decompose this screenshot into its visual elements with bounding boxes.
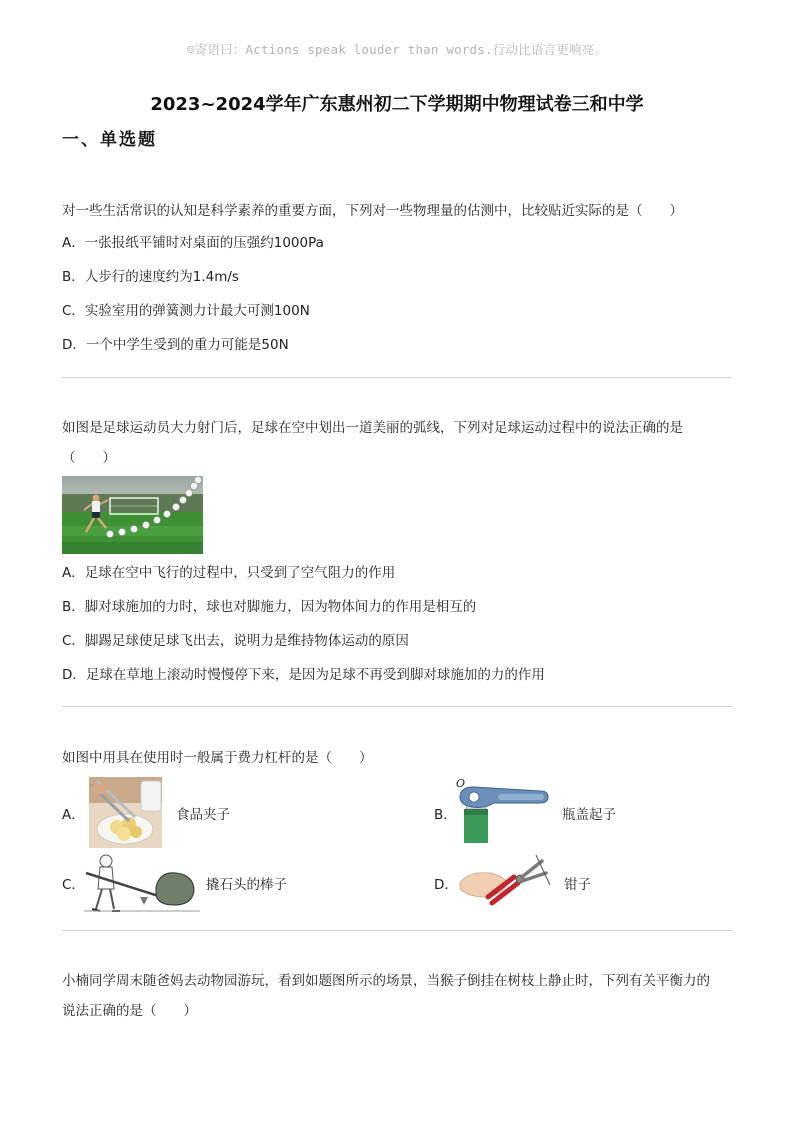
question-2-options — [62, 556, 732, 692]
question-3 — [62, 743, 732, 773]
question-1-option-d[interactable]: D．一个中学生受到的重力可能是50N — [62, 337, 289, 353]
bottle-opener-icon — [454, 779, 554, 843]
question-4 — [62, 966, 732, 1026]
option-letter: B． — [434, 807, 457, 823]
question-2-stem-line-2: （ ） — [62, 450, 116, 466]
option-label: 钳子 — [564, 877, 591, 893]
option-label: 瓶盖起子 — [562, 807, 616, 823]
question-3-option-b[interactable] — [434, 775, 734, 850]
question-2 — [62, 413, 732, 473]
divider — [62, 706, 732, 707]
question-1-option-b[interactable]: B．人步行的速度约为1.4m/s — [62, 269, 239, 285]
divider — [62, 377, 732, 378]
question-1-option-c[interactable]: C．实验室用的弹簧测力计最大可测100N — [62, 303, 310, 319]
question-3-option-d[interactable] — [434, 849, 734, 919]
question-2-option-d[interactable]: D．足球在草地上滚动时慢慢停下来，是因为足球不再受到脚对球施加的力的作用 — [62, 667, 545, 683]
pliers-icon — [458, 855, 554, 911]
question-3-option-c[interactable] — [62, 849, 362, 919]
question-2-stem-line-1: 如图是足球运动员大力射门后，足球在空中划出一道美丽的弧线，下列对足球运动过程中的说法正确的是 — [62, 420, 683, 436]
food-tongs-icon — [89, 777, 162, 848]
question-1 — [62, 196, 732, 362]
option-letter: D． — [434, 877, 458, 893]
option-letter: C． — [62, 877, 85, 893]
question-4-stem-line-2: 说法正确的是（ ） — [62, 1003, 197, 1019]
option-label: 食品夹子 — [176, 807, 230, 823]
question-2-option-a[interactable]: A．足球在空中飞行的过程中，只受到了空气阻力的作用 — [62, 565, 396, 581]
question-1-option-a[interactable]: A．一张报纸平铺时对桌面的压强约1000Pa — [62, 235, 324, 251]
question-2-option-b[interactable]: B．脚对球施加的力时，球也对脚施力，因为物体间力的作用是相互的 — [62, 599, 477, 615]
crowbar-rock-icon — [84, 851, 200, 917]
page-title: 2023~2024学年广东惠州初二下学期期中物理试卷三和中学 — [150, 94, 644, 115]
page-motto: ☺寄语曰：Actions speak louder than words.行动比语言更响亮。 — [186, 42, 608, 57]
question-1-stem: 对一些生活常识的认知是科学素养的重要方面，下列对一些物理量的估测中，比较贴近实际的是（ ） — [62, 203, 683, 219]
option-label: 撬石头的棒子 — [206, 877, 287, 893]
question-3-option-a[interactable] — [62, 775, 362, 850]
soccer-kick-photo — [62, 476, 203, 554]
pivot-label: O — [456, 779, 466, 790]
question-3-stem: 如图中用具在使用时一般属于费力杠杆的是（ ） — [62, 750, 373, 766]
question-2-option-c[interactable]: C．脚踢足球使足球飞出去，说明力是维持物体运动的原因 — [62, 633, 409, 649]
question-4-stem-line-1: 小楠同学周末随爸妈去动物园游玩，看到如题图所示的场景，当猴子倒挂在树枝上静止时，下列有关平衡力的 — [62, 973, 710, 989]
divider — [62, 930, 732, 931]
section-heading: 一、单选题 — [62, 130, 157, 150]
option-letter: A． — [62, 807, 85, 823]
